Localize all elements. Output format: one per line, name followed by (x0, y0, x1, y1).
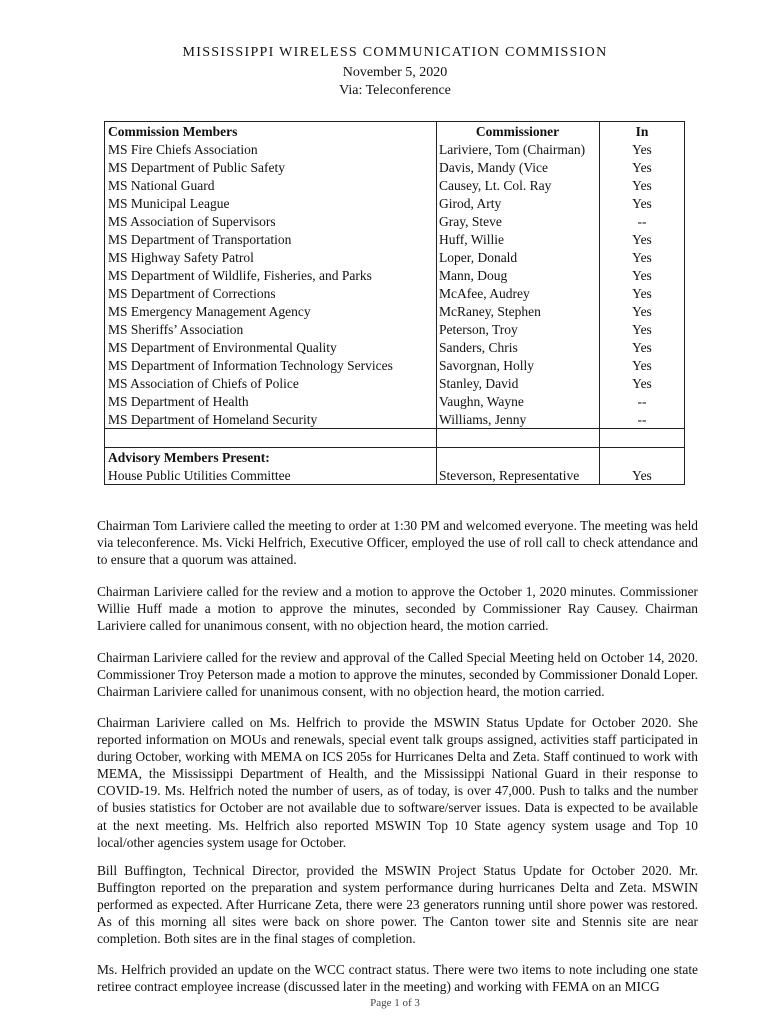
member-cell: MS National Guard (105, 176, 437, 194)
table-row (105, 392, 685, 410)
attendance-cell: Yes (600, 338, 685, 356)
column-header-members: Commission Members (105, 122, 437, 141)
member-cell: MS Department of Environmental Quality (105, 338, 437, 356)
commissioner-cell: Savorgnan, Holly (437, 356, 600, 374)
commissioner-cell: McAfee, Audrey (437, 284, 600, 302)
table-row (105, 266, 685, 284)
blank-row (105, 429, 685, 448)
member-cell: MS Fire Chiefs Association (105, 140, 437, 158)
advisory-heading-row (105, 448, 685, 467)
table-row (105, 158, 685, 176)
attendance-cell: Yes (600, 356, 685, 374)
table-row (105, 176, 685, 194)
attendance-cell: Yes (600, 284, 685, 302)
table-header-row (105, 122, 685, 141)
blank-cell (105, 429, 437, 448)
member-cell: MS Department of Information Technology Services (105, 356, 437, 374)
member-cell: MS Association of Supervisors (105, 212, 437, 230)
commissioner-cell: Davis, Mandy (Vice (437, 158, 600, 176)
commissioner-cell: Mann, Doug (437, 266, 600, 284)
commissioner-cell: Stanley, David (437, 374, 600, 392)
table-row (105, 248, 685, 266)
commissioner-cell: Lariviere, Tom (Chairman) (437, 140, 600, 158)
member-cell: MS Department of Homeland Security (105, 410, 437, 429)
commissioner-cell: Girod, Arty (437, 194, 600, 212)
attendance-cell: Yes (600, 194, 685, 212)
column-header-in: In (600, 122, 685, 141)
meeting-format: Via: Teleconference (339, 83, 451, 98)
commissioner-cell: Vaughn, Wayne (437, 392, 600, 410)
attendance-cell: Yes (600, 248, 685, 266)
paragraph-status-update: Chairman Lariviere called on Ms. Helfrich to provide the MSWIN Status Update for October 2020. She reported information on MOUs and renewals, special event talk groups assigned, activities staff participated in during October, working with MEMA on ICS 205s for Hurricanes Delta and Zeta. Staff continued to work with MEMA, the Mississippi Department of Health, and the Mississippi National Guard in their response to COVID-19. Ms. Helfrich noted the number of users, as of today, is over 47,000. Push to talks and the number of busies statistics for October are not available due to software/server issues. Data is expected to be available at the next meeting. Ms. Helfrich also reported MSWIN Top 10 State agency system usage and Top 10 local/other agencies system usage for October. (97, 715, 698, 850)
attendance-cell: Yes (600, 302, 685, 320)
member-cell: MS Sheriffs’ Association (105, 320, 437, 338)
advisory-commissioner-cell: Steverson, Representative (437, 466, 600, 485)
column-header-commissioner: Commissioner (437, 122, 600, 141)
attendance-cell: -- (600, 212, 685, 230)
member-cell: MS Department of Corrections (105, 284, 437, 302)
advisory-member-cell: House Public Utilities Committee (105, 466, 437, 485)
attendance-cell: Yes (600, 374, 685, 392)
member-cell: MS Association of Chiefs of Police (105, 374, 437, 392)
blank-cell (600, 448, 685, 467)
attendance-cell: Yes (600, 140, 685, 158)
advisory-attendance-cell: Yes (600, 466, 685, 485)
advisory-heading: Advisory Members Present: (105, 448, 437, 467)
member-cell: MS Emergency Management Agency (105, 302, 437, 320)
commissioner-cell: Huff, Willie (437, 230, 600, 248)
table-row (105, 140, 685, 158)
member-cell: MS Department of Health (105, 392, 437, 410)
advisory-member-row (105, 466, 685, 485)
table-row (105, 212, 685, 230)
commissioner-cell: McRaney, Stephen (437, 302, 600, 320)
commissioner-cell: Causey, Lt. Col. Ray (437, 176, 600, 194)
blank-cell (437, 448, 600, 467)
table-row (105, 338, 685, 356)
paragraph-project-update: Bill Buffington, Technical Director, provided the MSWIN Project Status Update for October 2020. Mr. Buffington reported on the preparation and system performance during hurricanes Delta and Zeta. MSWIN performed as expected. After Hurricane Zeta, there were 23 generators running until shore power was restored. As of this morning all sites were back on shore power. The Canton tower site and Stennis site are near completion. Both sites are in the final stages of completion. (97, 863, 698, 947)
commissioner-cell: Loper, Donald (437, 248, 600, 266)
table-row (105, 320, 685, 338)
attendance-cell: Yes (600, 158, 685, 176)
document-title: MISSISSIPPI WIRELESS COMMUNICATION COMMISSION (182, 45, 608, 60)
table-row (105, 356, 685, 374)
paragraph-special-meeting: Chairman Lariviere called for the review and approval of the Called Special Meeting held on October 14, 2020. Commissioner Troy Peterson made a motion to approve the minutes, seconded by Commissioner Donald Loper. Chairman Lariviere called for unanimous consent, with no objection heard, the motion carried. (97, 650, 698, 700)
blank-cell (600, 429, 685, 448)
member-cell: MS Department of Public Safety (105, 158, 437, 176)
attendance-cell: Yes (600, 176, 685, 194)
table-row (105, 410, 685, 429)
meeting-date: November 5, 2020 (342, 65, 448, 80)
attendance-cell: Yes (600, 230, 685, 248)
member-cell: MS Highway Safety Patrol (105, 248, 437, 266)
commissioner-cell: Gray, Steve (437, 212, 600, 230)
commissioner-cell: Peterson, Troy (437, 320, 600, 338)
page-number: Page 1 of 3 (370, 997, 420, 1009)
blank-cell (437, 429, 600, 448)
paragraph-october-minutes: Chairman Lariviere called for the review and a motion to approve the October 1, 2020 minutes. Commissioner Willie Huff made a motion to approve the minutes, seconded by Commissioner Ray Causey. Chairman Lariviere called for unanimous consent, with no objection heard, the motion carried. (97, 584, 698, 634)
paragraph-call-to-order: Chairman Tom Lariviere called the meeting to order at 1:30 PM and welcomed everyone. The meeting was held via teleconference. Ms. Vicki Helfrich, Executive Officer, employed the use of roll call to check attendance and to ensure that a quorum was attained. (97, 518, 698, 568)
attendance-table (104, 121, 685, 485)
paragraph-contract-status: Ms. Helfrich provided an update on the WCC contract status. There were two items to note including one state retiree contract employee increase (discussed later in the meeting) and working with FEMA on an MICG (97, 962, 698, 995)
table-row (105, 230, 685, 248)
commissioner-cell: Williams, Jenny (437, 410, 600, 429)
member-cell: MS Department of Transportation (105, 230, 437, 248)
attendance-cell: Yes (600, 266, 685, 284)
table-row (105, 302, 685, 320)
member-cell: MS Municipal League (105, 194, 437, 212)
commissioner-cell: Sanders, Chris (437, 338, 600, 356)
attendance-cell: -- (600, 410, 685, 429)
table-row (105, 374, 685, 392)
member-cell: MS Department of Wildlife, Fisheries, and Parks (105, 266, 437, 284)
attendance-cell: -- (600, 392, 685, 410)
table-row (105, 284, 685, 302)
attendance-cell: Yes (600, 320, 685, 338)
table-row (105, 194, 685, 212)
